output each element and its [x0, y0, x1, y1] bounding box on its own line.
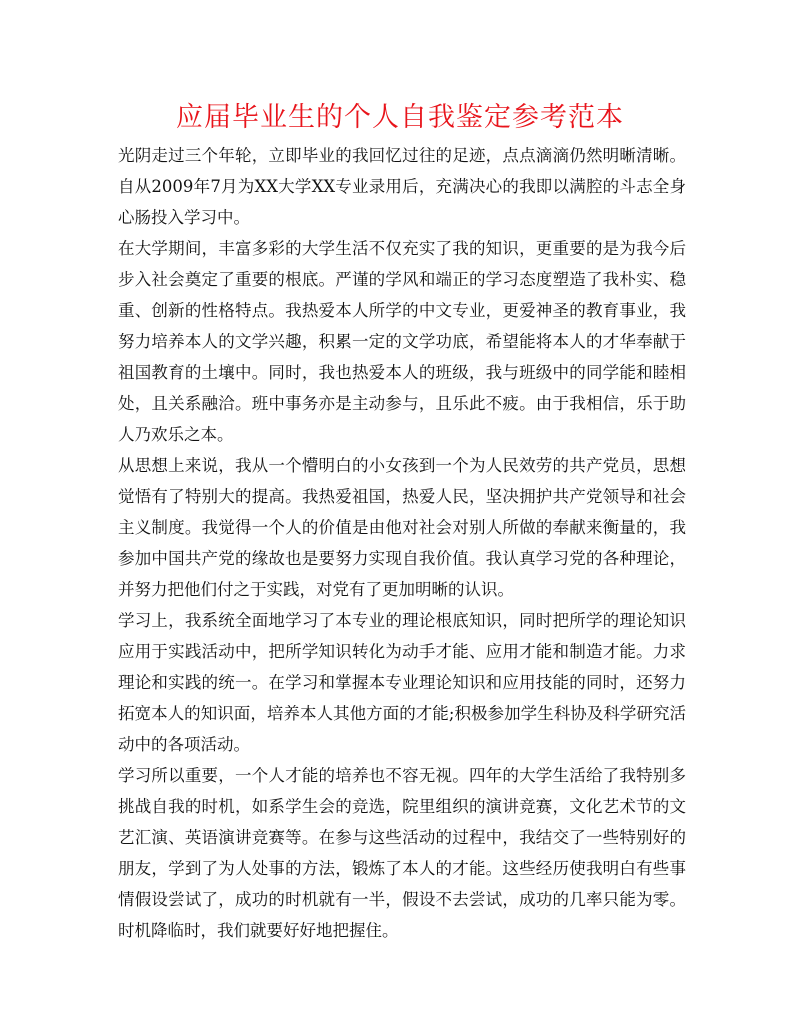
paragraph-university-life: 在大学期间，丰富多彩的大学生活不仅充实了我的知识，更重要的是为我今后步入社会奠定了重要的根底。严谨的学风和端正的学习态度塑造了我朴实、稳重、创新的性格特点。我热爱本人所学的中文专业，更爱神圣的教育事业，我努力培养本人的文学兴趣，积累一定的文学功底，希望能将本人的才华奉献于祖国教育的土壤中。同时，我也热爱本人的班级，我与班级中的同学能和睦相处，且关系融洽。班中事务亦是主动参与，且乐此不疲。由于我相信，乐于助人乃欢乐之本。: [118, 239, 686, 444]
document-title: 应届毕业生的个人自我鉴定参考范本: [176, 102, 624, 133]
paragraph-intro: 光阴走过三个年轮，立即毕业的我回忆过往的足迹，点点滴滴仍然明晰清晰。自从2009年7月为XX大学XX专业录用后，充满决心的我即以满腔的斗志全身心肠投入学习中。: [118, 146, 686, 227]
document-body: [118, 140, 686, 946]
paragraph-study: 学习上，我系统全面地学习了本专业的理论根底知识，同时把所学的理论知识应用于实践活动中，把所学知识转化为动手才能、应用才能和制造才能。力求理论和实践的统一。在学习和掌握本专业理论知识和应用技能的同时，还努力拓宽本人的知识面，培养本人其他方面的才能;积极参加学生科协及科学研究活动中的各项活动。: [118, 611, 686, 754]
paragraph-ideology: 从思想上来说，我从一个懵明白的小女孩到一个为人民效劳的共产党员，思想觉悟有了特别大的提高。我热爱祖国，热爱人民，坚决拥护共产党领导和社会主义制度。我觉得一个人的价值是由他对社会对别人所做的奉献来衡量的，我参加中国共产党的缘故也是要努力实现自我价值。我认真学习党的各种理论，并努力把他们付之于实践，对党有了更加明晰的认识。: [118, 456, 686, 599]
paragraph-abilities: 学习所以重要，一个人才能的培养也不容无视。四年的大学生活给了我特别多挑战自我的时机，如系学生会的竞选，院里组织的演讲竞赛，文化艺术节的文艺汇演、英语演讲竞赛等。在参与这些活动的过程中，我结交了一些特别好的朋友，学到了为人处事的方法，锻炼了本人的才能。这些经历使我明白有些事情假设尝试了，成功的时机就有一半，假设不去尝试，成功的几率只能为零。时机降临时，我们就要好好地把握住。: [118, 766, 686, 940]
